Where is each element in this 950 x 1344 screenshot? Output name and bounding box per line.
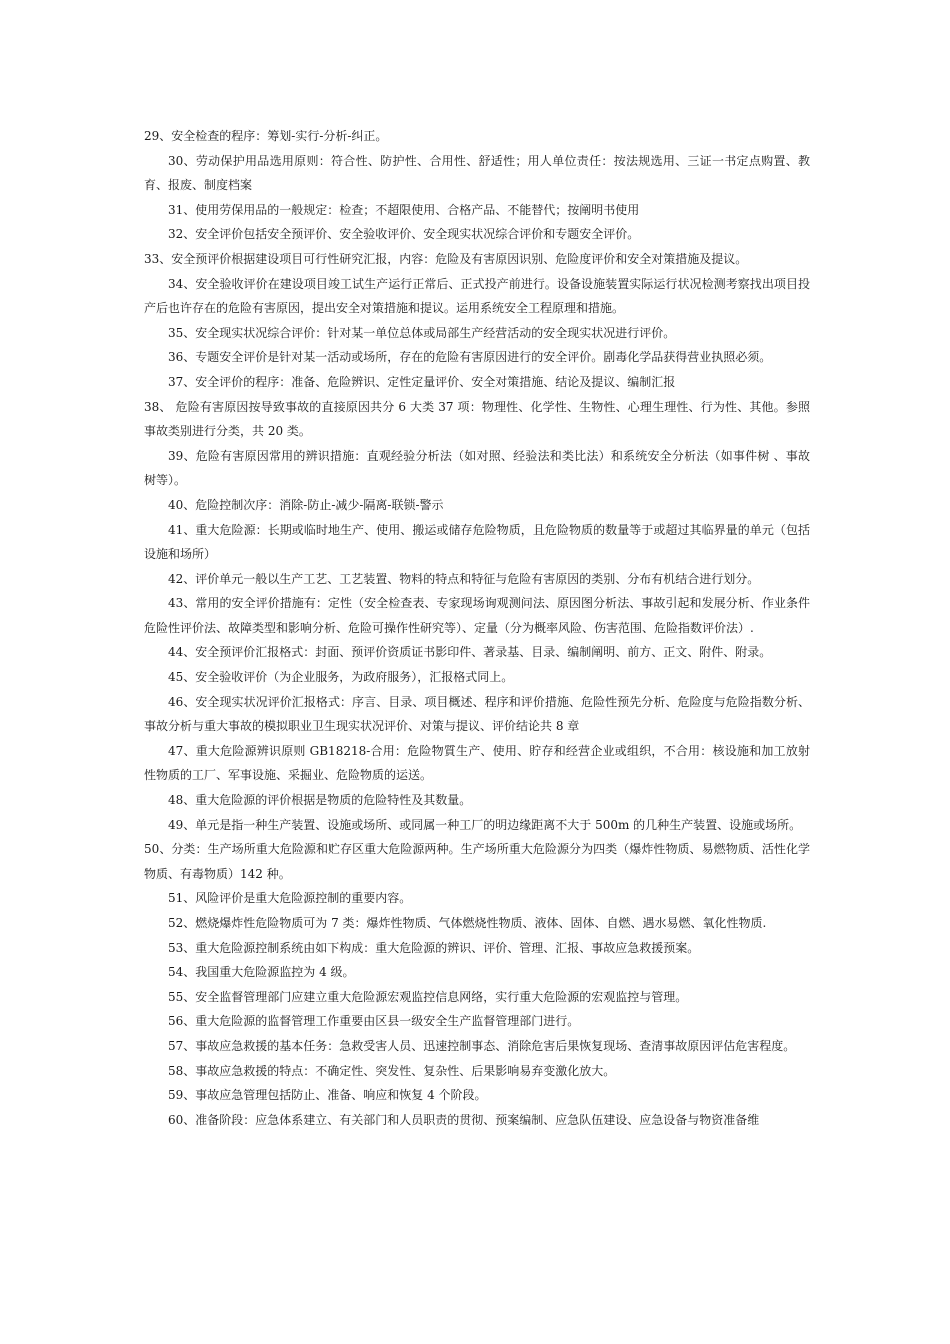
paragraph-2: 30、劳动保护用品选用原则：符合性、防护性、合用性、舒适性；用人单位责任：按法规选用、三证一书定点购置、教育、报废、制度档案 [144, 153, 810, 193]
paragraph-31: 59、事故应急管理包括防止、准备、响应和恢复 4 个阶段。 [168, 1088, 487, 1103]
paragraph-27: 55、安全监督管理部门应建立重大危险源宏观监控信息网络，实行重大危险源的宏观监控与管理。 [168, 989, 688, 1004]
paragraph-18: 46、安全现实状况评价汇报格式：序言、目录、项目概述、程序和评价措施、危险性预先分析、危险度与危险指数分析、事故分析与重大事故的模拟职业卫生现实状况评价、对策与提议、评价结论共 8 章 [144, 694, 810, 734]
paragraph-6: 34、安全验收评价在建设项目竣工试生产运行正常后、正式投产前进行。设备设施装置实际运行状况检测考察找出项目投产后也许存在的危险有害原因，提出安全对策措施和提议。运用系统安全工程原理和措施。 [144, 276, 810, 316]
paragraph-9: 37、安全评价的程序：准备、危险辨识、定性定量评价、安全对策措施、结论及提议、编制汇报 [168, 374, 676, 389]
paragraph-23: 51、风险评价是重大危险源控制的重要内容。 [168, 891, 412, 906]
paragraph-29: 57、事故应急救援的基本任务：急救受害人员、迅速控制事态、消除危害后果恢复现场、查清事故原因评估危害程度。 [168, 1038, 796, 1053]
paragraph-24: 52、燃烧爆炸性危险物质可为 7 类：爆炸性物质、气体燃烧性物质、液体、固体、自燃、遇水易燃、氧化性物质. [168, 916, 767, 930]
paragraph-7: 35、安全现实状况综合评价：针对某一单位总体或局部生产经营活动的安全现实状况进行评价。 [168, 325, 676, 340]
paragraph-3: 31、使用劳保用品的一般规定：检查；不超限使用、合格产品、不能替代；按阐明书使用 [168, 202, 640, 217]
paragraph-10: 38、 危险有害原因按导致事故的直接原因共分 6 大类 37 项：物理性、化学性、生物性、心理生理性、行为性、其他。参照事故类别进行分类，共 20 类。 [144, 399, 810, 439]
paragraph-4: 32、安全评价包括安全预评价、安全验收评价、安全现实状况综合评价和专题安全评价。 [168, 227, 640, 242]
paragraph-16: 44、安全预评价汇报格式：封面、预评价资质证书影印件、著录基、目录、编制阐明、前方、正文、附件、附录。 [168, 645, 772, 660]
paragraph-17: 45、安全验收评价（为企业服务，为政府服务），汇报格式同上。 [168, 670, 514, 685]
paragraph-11: 39、危险有害原因常用的辨识措施：直观经验分析法（如对照、经验法和类比法）和系统安全分析法（如事件树 、事故树等）。 [144, 448, 810, 488]
paragraph-32: 60、准备阶段：应急体系建立、有关部门和人员职责的贯彻、预案编制、应急队伍建设、应急设备与物资准备维 [168, 1112, 760, 1127]
paragraph-5: 33、安全预评价根据建设项目可行性研究汇报，内容：危险及有害原因识别、危险度评价和安全对策措施及提议。 [144, 251, 748, 266]
paragraph-12: 40、危险控制次序：消除-防止-减少-隔离-联锁-警示 [168, 497, 444, 512]
paragraph-19: 47、重大危险源辨识原则 GB18218-合用：危险物質生产、使用、貯存和经营企业或组织，不合用：核设施和加工放射性物质的工厂、军事设施、采掘业、危险物质的运送。 [144, 743, 810, 783]
paragraph-30: 58、事故应急救援的特点：不确定性、突发性、复杂性、后果影响易弃变激化放大。 [168, 1063, 616, 1078]
paragraph-22: 50、分类：生产场所重大危险源和贮存区重大危险源两种。生产场所重大危险源分为四类（爆炸性物质、易燃物质、活性化学物质、有毒物质）142 种。 [144, 842, 810, 881]
paragraph-1: 29、安全检查的程序：筹划-实行-分析-纠正。 [144, 129, 388, 143]
paragraph-21: 49、单元是指一种生产装置、设施或场所、或同属一种工厂的明边缘距离不大于 500m 的几种生产装置、设施或场所。 [168, 817, 802, 832]
paragraph-8: 36、专题安全评价是针对某一活动或场所，存在的危险有害原因进行的安全评价。剧毒化学品获得营业执照必须。 [168, 350, 772, 365]
paragraph-28: 56、重大危险源的监督管理工作重要由区县一级安全生产监督管理部门进行。 [168, 1014, 580, 1029]
paragraph-13: 41、重大危险源：长期或临时地生产、使用、搬运或储存危险物质，且危险物质的数量等于或超过其临界量的单元（包括设施和场所） [144, 522, 810, 562]
paragraph-25: 53、重大危险源控制系统由如下构成：重大危险源的辨识、评价、管理、汇报、事故应急救援预案。 [168, 940, 700, 955]
paragraph-20: 48、重大危险源的评价根据是物质的危险特性及其数量。 [168, 793, 472, 808]
paragraph-15: 43、常用的安全评价措施有：定性（安全检查表、专家现场询观测问法、原因图分析法、事故引起和发展分析、作业条件危险性评价法、故障类型和影响分析、危险可操作性研究等）、定量（分为概率风险、伤害范围、危险指数评价法）. [144, 596, 810, 635]
paragraph-14: 42、评价单元一般以生产工艺、工艺装置、物料的特点和特征与危险有害原因的类别、分布有机结合进行划分。 [168, 571, 760, 586]
paragraph-26: 54、我国重大危险源监控为 4 级。 [168, 965, 355, 980]
document-body [144, 124, 810, 1132]
